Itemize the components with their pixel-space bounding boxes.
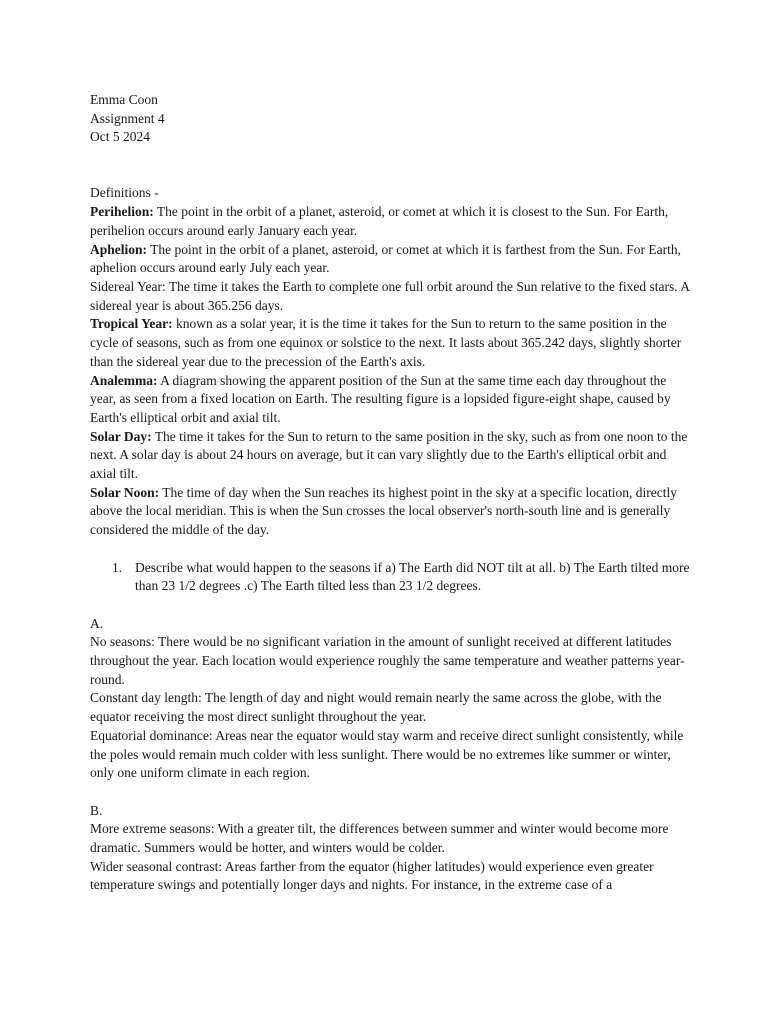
definition-term: Analemma: xyxy=(90,372,158,388)
definitions-heading: Definitions - xyxy=(90,185,159,201)
definition-text: The point in the orbit of a planet, asteroid, or comet at which it is closest to the Sun. For Earth, perihelion occurs around early January each year. xyxy=(90,204,669,238)
definition-term: Solar Day: xyxy=(90,428,152,444)
definition-term: Solar Noon: xyxy=(90,484,160,500)
definition-sidereal-year xyxy=(90,278,690,315)
section-a-paragraph: Equatorial dominance: Areas near the equator would stay warm and receive direct sunlight consistently, while the poles would remain much colder with less sunlight. There would be no extremes like summer or winter, only one uniform climate in each region. xyxy=(90,727,684,781)
question-number: 1. xyxy=(112,559,123,575)
document-page xyxy=(90,91,690,895)
definition-solar-noon xyxy=(90,484,690,540)
definition-text: A diagram showing the apparent position of the Sun at the same time each day throughout the year, as seen from a fixed location on Earth. The resulting figure is a lopsided figure-eight shape, caused by Earth's elliptical orbit and axial tilt. xyxy=(90,372,671,425)
definition-text: known as a solar year, it is the time it takes for the Sun to return to the same position in the cycle of seasons, such as from one equinox or solstice to the next. It lasts about 365.242 days, slightly shorter than the sidereal year due to the precession of the Earth's axis. xyxy=(90,316,682,369)
section-b-label: B. xyxy=(90,802,103,818)
definition-term: Tropical Year: xyxy=(90,316,173,332)
definition-tropical-year xyxy=(90,315,690,371)
definition-solar-day xyxy=(90,428,690,484)
definition-text: The time it takes for the Sun to return to the same position in the sky, such as from one noon to the next. A solar day is about 24 hours on average, but it can vary slightly due to the Earth's elliptical orbit and axial tilt. xyxy=(90,428,688,482)
section-a-paragraph: No seasons: There would be no significant variation in the amount of sunlight received at different latitudes throughout the year. Each location would experience roughly the same temperature and weather patterns year-round. xyxy=(90,634,685,687)
definition-text: The time it takes the Earth to complete one full orbit around the Sun relative to the fixed stars. A sidereal year is about 365.256 days. xyxy=(90,279,690,313)
section-b-paragraph: Wider seasonal contrast: Areas farther from the equator (higher latitudes) would experience even greater temperature swings and potentially longer days and nights. For instance, in the extreme case of a xyxy=(90,858,654,893)
definition-analemma xyxy=(90,372,690,428)
author-name: Emma Coon xyxy=(90,92,158,107)
definition-term: Aphelion: xyxy=(90,241,148,257)
section-a-label: A. xyxy=(90,615,104,631)
section-a-paragraph: Constant day length: The length of day and night would remain nearly the same across the globe, with the equator receiving the most direct sunlight throughout the year. xyxy=(90,690,662,725)
definition-term: Perihelion: xyxy=(90,204,154,220)
assignment-date: Oct 5 2024 xyxy=(90,129,150,145)
question-item xyxy=(90,559,690,596)
definition-term: Sidereal Year: xyxy=(90,279,166,294)
assignment-title: Assignment 4 xyxy=(90,110,165,126)
section-b-paragraph: More extreme seasons: With a greater tilt, the differences between summer and winter would become more dramatic. Summers would be hotter, and winters would be colder. xyxy=(90,821,669,856)
definition-text: The point in the orbit of a planet, asteroid, or comet at which it is farthest from the Sun. For Earth, aphelion occurs around early July each year. xyxy=(90,241,682,276)
question-text: Describe what would happen to the seasons if a) The Earth did NOT tilt at all. b) The Earth tilted more than 23 1/2 degrees .c) The Earth tilted less than 23 1/2 degrees. xyxy=(135,559,690,594)
definition-text: The time of day when the Sun reaches its highest point in the sky at a specific location, directly above the local meridian. This is when the Sun crosses the local observer's north-south line and is generally considered the middle of the day. xyxy=(90,484,678,538)
definition-aphelion xyxy=(90,241,690,278)
definition-perihelion xyxy=(90,203,690,240)
